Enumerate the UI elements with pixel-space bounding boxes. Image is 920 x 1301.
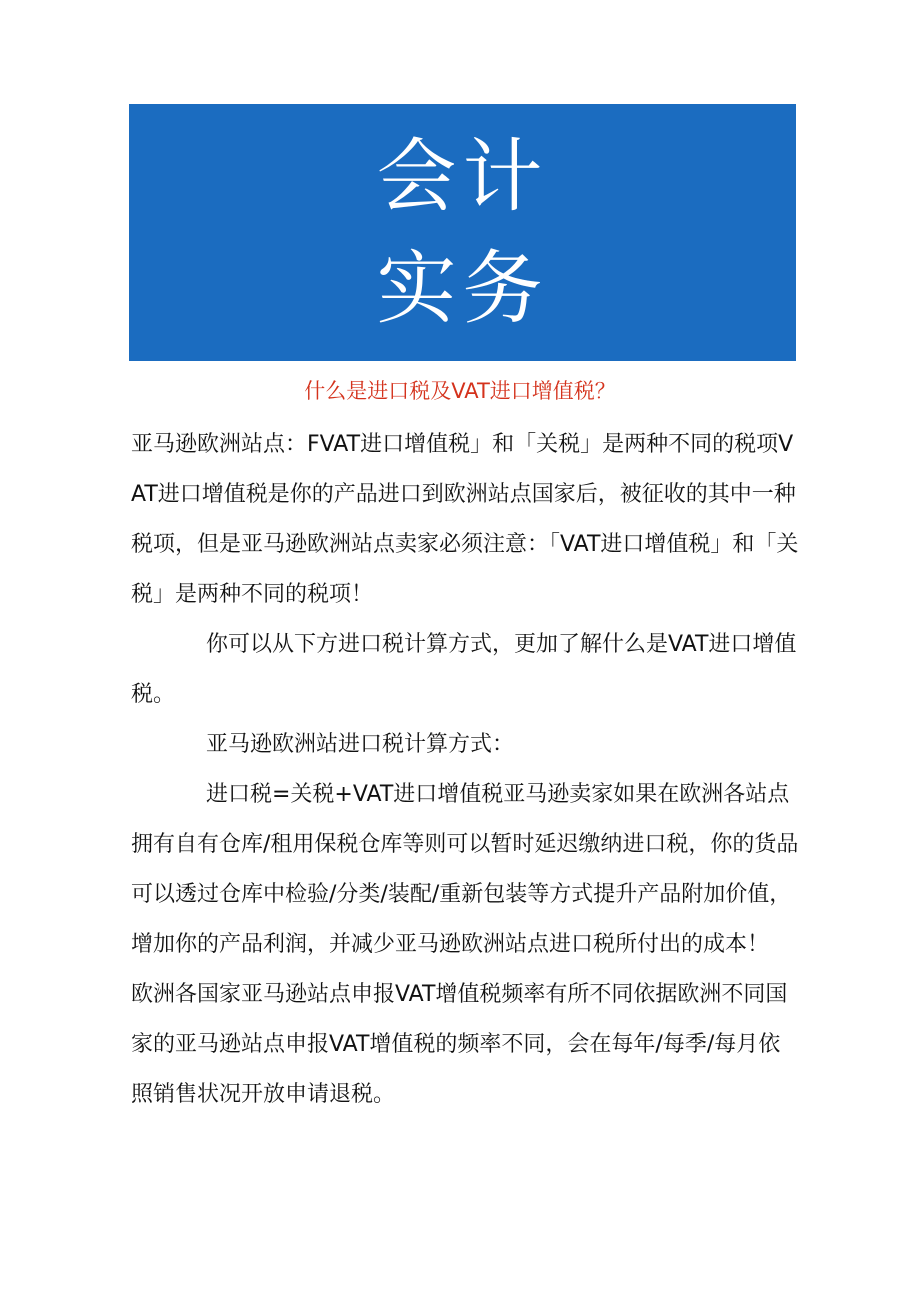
paragraph-4: 进口税=关税+VAT进口增值税亚马逊卖家如果在欧洲各站点拥有自有仓库/租用保税仓库等则可以暂时延迟缴纳进口税，你的货品可以透过仓库中检验/分类/装配/重新包装等方式提升产品附加价值，增加你的产品利润，并减少亚马逊欧洲站点进口税所付出的成本！ [131,782,799,957]
article-title: 什么是进口税及VAT进口增值税？ [304,379,616,403]
paragraph-1: 亚马逊欧洲站点：FVAT进口增值税」和「关税」是两种不同的税项VAT进口增值税是你的产品进口到欧洲站点国家后，被征收的其中一种税项，但是亚马逊欧洲站点卖家必须注意：「VAT进口增值税」和「关税」是两种不同的税项！ [131,432,799,607]
paragraph-2: 你可以从下方进口税计算方式，更加了解什么是VAT进口增值税。 [131,632,797,707]
banner-title-line-1: 会计 [376,129,549,223]
paragraph-5: 欧洲各国家亚马逊站点申报VAT增值税频率有所不同依据欧洲不同国家的亚马逊站点申报VAT增值税的频率不同，会在每年/每季/每月依照销售状况开放申请退税。 [131,982,788,1107]
article-body [131,420,799,1120]
header-banner [129,104,796,361]
paragraph-3: 亚马逊欧洲站进口税计算方式： [206,732,515,757]
banner-title-line-2: 实务 [376,241,549,335]
